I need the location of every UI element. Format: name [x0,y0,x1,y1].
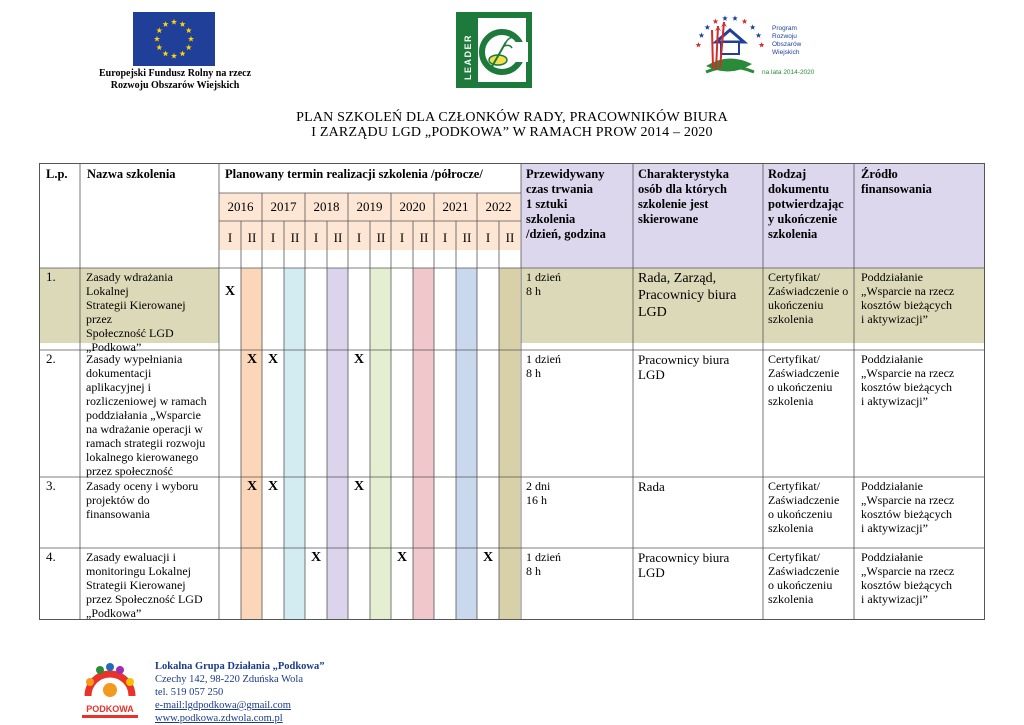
row-source-line: kosztów bieżących [861,578,952,592]
half-label: I [442,230,448,245]
row-name-line: Zasady wypełniania [86,352,183,366]
row-duration-line: 2 dni [526,479,551,493]
row-duration-line: 1 dzień [526,270,561,284]
row-source-line: Poddziałanie [861,352,923,366]
row-doc-line: Zaświadczenie [768,564,840,578]
row-source [861,270,954,326]
year-label: 2019 [356,199,383,214]
row-name-line: dokumentacji [86,366,152,380]
row-doc-line: szkolenia [768,394,814,408]
row-lp: 1. [46,269,56,284]
year-band [241,268,262,620]
row-duration-line: 8 h [526,366,541,380]
header-duration-line: czas trwania [526,182,593,196]
svg-text:PODKOWA: PODKOWA [86,704,134,714]
header-source-line: finansowania [861,182,932,196]
half-label: I [356,230,362,245]
row-source-line: kosztów bieżących [861,507,952,521]
year-label: 2018 [313,199,340,214]
row-doc-line: Certyfikat/ [768,479,820,493]
row-doc-line: szkolenia [768,312,814,326]
row-name-line: ramach strategii rozwoju [86,436,206,450]
row-doc-line: Zaświadczenie o [768,284,849,298]
row-duration [526,550,561,578]
row-doc [768,550,839,606]
row-doc-line: ukończeniu [768,298,824,312]
half-label: I [399,230,405,245]
row-name [86,479,216,521]
footer-org: Lokalna Grupa Działania „Podkowa” [155,661,325,672]
row-name-line: monitoringu Lokalnej [86,564,191,578]
leader-logo [456,12,532,88]
half-label: II [419,230,429,245]
half-label: II [333,230,343,245]
row-lp: 3. [46,478,56,493]
prow-text: na lata 2014-2020 [762,69,815,76]
row-name-line: Strategii Kierowanej [86,298,186,312]
prow-text: Program [772,25,797,32]
row-persons-line: Rada [638,479,665,494]
row-source-line: „Wsparcie na rzecz [861,564,955,578]
header-duration-line: /dzień, godzina [526,227,606,241]
row-doc-line: Zaświadczenie [768,493,840,507]
year-band [456,268,477,620]
row-source [861,479,954,535]
eu-caption-line: Rozwoju Obszarów Wiejskich [110,80,240,91]
footer-www-link[interactable]: www.podkowa.zdwola.com.pl [155,713,283,724]
header-persons-line: osób dla których [638,182,727,196]
row-source-line: Poddziałanie [861,479,923,493]
schedule-mark: X [353,352,365,367]
row-duration-line: 8 h [526,284,541,298]
schedule-mark: X [482,550,494,565]
header-duration-line: szkolenia [526,212,576,226]
row-source-line: i aktywizacji” [861,521,928,535]
row-doc-line: Zaświadczenie [768,366,840,380]
row-name-line: poddziałania „Wsparcie [86,408,201,422]
row-name-line: lokalnego kierowanego [86,450,199,464]
row-source-line: kosztów bieżących [861,298,952,312]
row-doc-line: szkolenia [768,521,814,535]
row-name [86,270,216,354]
header-doc-line: dokumentu [768,182,830,196]
header-doc-line: szkolenia [768,227,818,241]
row-source-line: Poddziałanie [861,270,923,284]
row-source-line: „Wsparcie na rzecz [861,284,955,298]
row-doc-line: Certyfikat/ [768,352,820,366]
eu-caption-line: Europejski Fundusz Rolny na rzecz [98,68,252,79]
row-persons [638,550,729,580]
row-name-line: Zasady wdrażania [86,270,173,284]
row-duration-line: 1 dzień [526,352,561,366]
row-persons-line: Pracownicy biura [638,288,737,303]
header-doc-line: Rodzaj [768,167,807,181]
row-doc-line: o ukończeniu [768,507,833,521]
year-label: 2021 [442,199,469,214]
year-label: 2017 [270,199,297,214]
row-persons [638,270,736,321]
schedule-mark: X [310,550,322,565]
title-line: PLAN SZKOLEŃ DLA CZŁONKÓW RADY, PRACOWNIKÓW BIURA [296,110,728,125]
row-name-line: Zasady oceny i wyboru [86,479,199,493]
row-doc-line: szkolenia [768,592,814,606]
row-name-line: „Podkowa” [86,340,142,354]
prow-logo [694,8,834,84]
year-band [370,268,391,620]
prow-text: Obszarów [772,41,802,48]
row-duration-line: 1 dzień [526,550,561,564]
svg-text:LEADER: LEADER [463,33,473,80]
year-band [499,268,520,620]
header-duration-line: Przewidywany [526,167,605,181]
half-label: I [485,230,491,245]
header-source [861,167,932,197]
row-doc-line: Certyfikat/ [768,270,820,284]
half-label: I [313,230,319,245]
schedule-mark: X [267,352,279,367]
row-source-line: „Wsparcie na rzecz [861,493,955,507]
podkowa-logo [74,660,146,720]
row-persons [638,479,665,494]
row-persons-line: Pracownicy biura [638,352,730,367]
row-doc-line: o ukończeniu [768,578,833,592]
row-name-line: finansowania [86,507,150,521]
header-persons-line: Charakterystyka [638,167,729,181]
row-duration [526,479,550,507]
year-label: 2020 [399,199,426,214]
row-lp: 2. [46,351,56,366]
page-title [0,110,1024,140]
header-persons-line: skierowane [638,212,699,226]
row-doc-line: Certyfikat/ [768,550,820,564]
year-label: 2016 [227,199,254,214]
row-name-line: Zasady ewaluacji i [86,550,176,564]
row-source-line: Poddziałanie [861,550,923,564]
half-label: II [462,230,472,245]
row-persons-line: LGD [638,367,665,382]
row-name-line: na wdrażanie operacji w [86,422,203,436]
row-source [861,352,954,408]
eu-caption [80,68,270,92]
footer-phone: tel. 519 057 250 [155,687,224,698]
header-doc [768,167,844,242]
header-duration [526,167,606,242]
prow-text: Rozwoju [772,33,797,40]
row-name-line: przez Społeczność LGD [86,592,203,606]
row-duration-line: 8 h [526,564,541,578]
year-band [413,268,434,620]
header-term: Planowany termin realizacji szkolenia /półrocze/ [225,167,483,181]
row-name-line: przez [86,312,112,326]
half-label: I [270,230,276,245]
header-persons [638,167,729,227]
half-label: I [227,230,233,245]
row-source-line: i aktywizacji” [861,312,928,326]
row-persons-line: Pracownicy biura [638,550,730,565]
header-doc-line: y ukończenie [768,212,838,226]
row-doc-line: o ukończeniu [768,380,833,394]
half-label: II [376,230,386,245]
row-name-line: Strategii Kierowanej [86,578,186,592]
row-duration [526,270,561,298]
row-doc [768,270,848,326]
footer-contact [155,660,325,725]
row-persons-line: Rada, Zarząd, [638,271,717,286]
year-band [284,268,305,620]
row-name [86,352,216,478]
footer-email-link[interactable]: e-mail:lgdpodkowa@gmail.com [155,700,291,711]
row-source-line: i aktywizacji” [861,394,928,408]
half-label: II [505,230,515,245]
row-doc [768,352,839,408]
row-source [861,550,954,606]
title-line: I ZARZĄDU LGD „PODKOWA” W RAMACH PROW 2014 – 2020 [311,125,713,140]
footer-address: Czechy 142, 98-220 Zduńska Wola [155,674,303,685]
row-name-line: Społeczność LGD [86,326,174,340]
schedule-mark: X [353,479,365,494]
row-source-line: „Wsparcie na rzecz [861,366,955,380]
row-source-line: i aktywizacji” [861,592,928,606]
eu-flag-logo [133,12,215,66]
row-name-line: projektów do [86,493,150,507]
year-band [327,268,348,620]
row-persons [638,352,729,382]
row-duration-line: 16 h [526,493,547,507]
row-persons-line: LGD [638,565,665,580]
row-name [86,550,216,620]
header-lp: L.p. [46,167,68,181]
row-name-line: aplikacyjnej i [86,380,151,394]
half-label: II [247,230,257,245]
schedule-mark: X [246,352,258,367]
year-label: 2022 [485,199,512,214]
prow-text: Wiejskich [772,49,800,56]
header-duration-line: 1 sztuki [526,197,568,211]
row-doc [768,479,839,535]
schedule-mark: X [246,479,258,494]
header-doc-line: potwierdzając [768,197,844,211]
row-lp: 4. [46,549,56,564]
half-label: II [290,230,300,245]
row-source-line: kosztów bieżących [861,380,952,394]
header-persons-line: szkolenie jest [638,197,709,211]
header-name: Nazwa szkolenia [87,167,176,181]
schedule-mark: X [396,550,408,565]
row-name-line: Lokalnej [86,284,129,298]
training-plan-table [39,163,985,620]
row-persons-line: LGD [638,305,667,320]
schedule-mark: X [267,479,279,494]
row-name-line: przez społeczność [86,464,173,478]
row-name-line: „Podkowa” [86,606,142,620]
header-source-line: Źródło [861,167,898,181]
row-name-line: rozliczeniowej w ramach [86,394,207,408]
schedule-mark: X [224,284,236,299]
row-duration [526,352,561,380]
